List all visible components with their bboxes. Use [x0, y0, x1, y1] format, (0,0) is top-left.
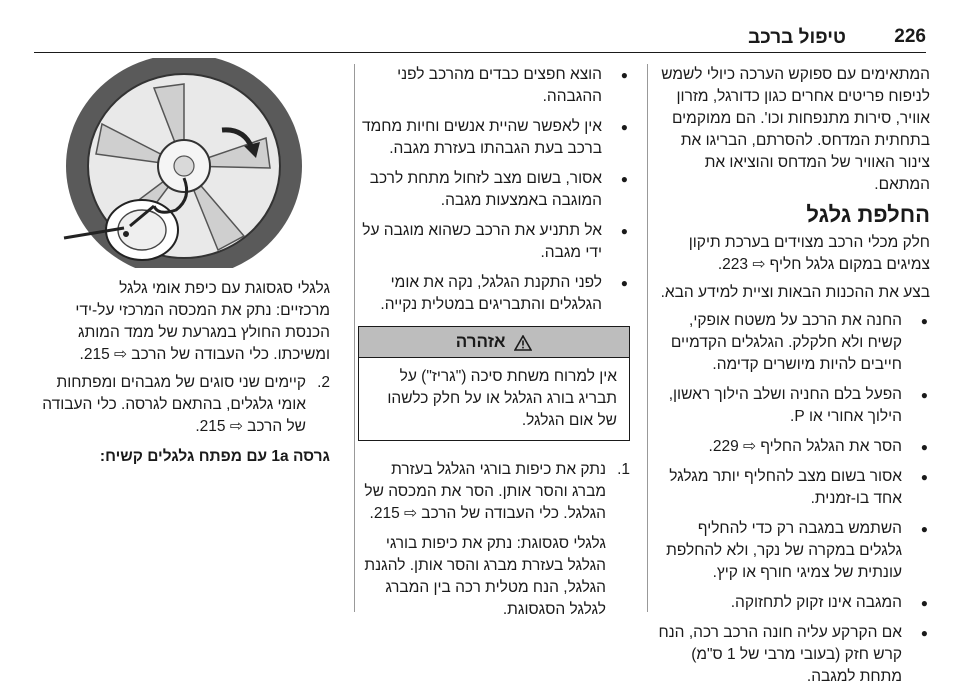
page-header — [34, 26, 926, 50]
list-item: ● לפני התקנת הגלגל, נקה את אומי הגלגלים והתבריגים במטלית נקייה. — [358, 272, 630, 316]
step-text: נתק את כיפות בורגי הגלגל בעזרת מברג והסר אותן. הסר את המכסה של הגלגל. כלי העבודה של הרכב ⇨ 215. — [364, 461, 606, 522]
step-text: גלגלי סגסוגת: נתק את כיפות בורגי הגלגל בעזרת מברג והסר אותן. להגנת הגלגל, הנח מטלית רכה בין המברג לגלגל הסגסוגת. — [364, 535, 606, 618]
list-item: ● השתמש במגבה רק כדי להחליף גלגלים במקרה של נקר, ולא להחלפת עונתית של צמיגי חורף או קיץ. — [652, 518, 930, 584]
precautions-list — [652, 310, 930, 688]
step-item — [358, 459, 630, 525]
caption-title: גלגלי סגסוגת עם כיפת אומי גלגל — [119, 280, 330, 297]
list-item: ● הסר את הגלגל החליף ⇨ 229. — [652, 436, 930, 458]
step-text: קיימים שני סוגים של מגבהים ומפתחות אומי גלגלים, בהתאם לגרסה. כלי העבודה של הרכב ⇨ 215. — [42, 374, 306, 435]
page-number: 226 — [894, 26, 926, 47]
warning-triangle-icon — [514, 335, 532, 351]
list-item: ● הפעל בלם החניה ושלב הילוך ראשון, הילוך אחורי או P. — [652, 384, 930, 428]
warning-text: אין למרוח משחת סיכה ("גריז") על תבריג בורג הגלגל או על חלק כלשהו של אום הגלגל. — [387, 368, 617, 429]
intro-paragraph: המתאימים עם ספוקש הערכה כיולי לשמש לניפוח פריטים אחרים כגון כדורגל, מזרון אוויר, סירות מתנפחות וכו'. הם ממוקמים בתחתית המדחס. להסרתם, הבריגו את צינור האוויר של המדחס והוציאו את המתאם. — [661, 66, 930, 193]
section-heading: החלפת גלגל — [806, 202, 930, 227]
list-item: ● המגבה אינו זקוק לתחזוקה. — [652, 592, 930, 614]
header-rule — [34, 52, 926, 53]
wheel-illustration-icon — [34, 58, 330, 268]
list-item: ● אסור, בשום מצב לזחול מתחת לרכב המוגבה באמצעות מגבה. — [358, 168, 630, 212]
list-item: ● אם הקרקע עליה חונה הרכב רכה, הנח קרש חזק (בעובי מרבי של 1 ס"מ) מתחת למגבה. — [652, 622, 930, 688]
header-title: טיפול ברכב — [748, 27, 846, 48]
steps-list — [34, 372, 330, 438]
step-number: 2. — [317, 374, 330, 391]
warning-title: אזהרה — [455, 332, 506, 351]
column-divider — [647, 64, 648, 612]
warning-header — [359, 327, 629, 358]
warning-box — [358, 326, 630, 441]
caption-text: מרכזיים: נתק את המכסה המרכזי על-ידי הכנסת החולץ במגרעת של ממד המותג ומשיכתו. כלי העבודה של הרכב ⇨ 215. — [75, 302, 330, 363]
right-column — [652, 64, 930, 696]
left-column — [34, 58, 330, 474]
wheel-cover-illustration — [34, 58, 330, 268]
list-item: ● החנה את הרכב על משטח אופקי, קשיח ולא חלקלק. הגלגלים הקדמיים חייבים להיות מיושרים קדימה. — [652, 310, 930, 376]
list-item: ● אין לאפשר שהיית אנשים וחיות מחמד ברכב בעת הגבהתו בעזרת מגבה. — [358, 116, 630, 160]
paragraph: חלק מכלי הרכב מצוידים בערכת תיקון צמיגים במקום גלגל חליף ⇨ 223. — [688, 234, 930, 273]
column-divider — [354, 64, 355, 612]
list-item: ● אל תתניע את הרכב כשהוא מוגבה על ידי מגבה. — [358, 220, 630, 264]
step-item — [358, 533, 630, 621]
precautions-list — [358, 64, 630, 316]
step-item — [34, 372, 330, 438]
list-item: ● הוצא חפצים כבדים מהרכב לפני ההגבהה. — [358, 64, 630, 108]
paragraph: בצע את ההכנות הבאות וציית למידע הבא. — [660, 284, 930, 301]
middle-column — [358, 64, 630, 629]
steps-list — [358, 459, 630, 621]
list-item: ● אסור בשום מצב להחליף יותר מגלגל אחד בו-זמנית. — [652, 466, 930, 510]
sub-heading: גרסה 1a עם מפתח גלגלים קשיח: — [99, 448, 330, 465]
step-number: 1. — [617, 461, 630, 478]
